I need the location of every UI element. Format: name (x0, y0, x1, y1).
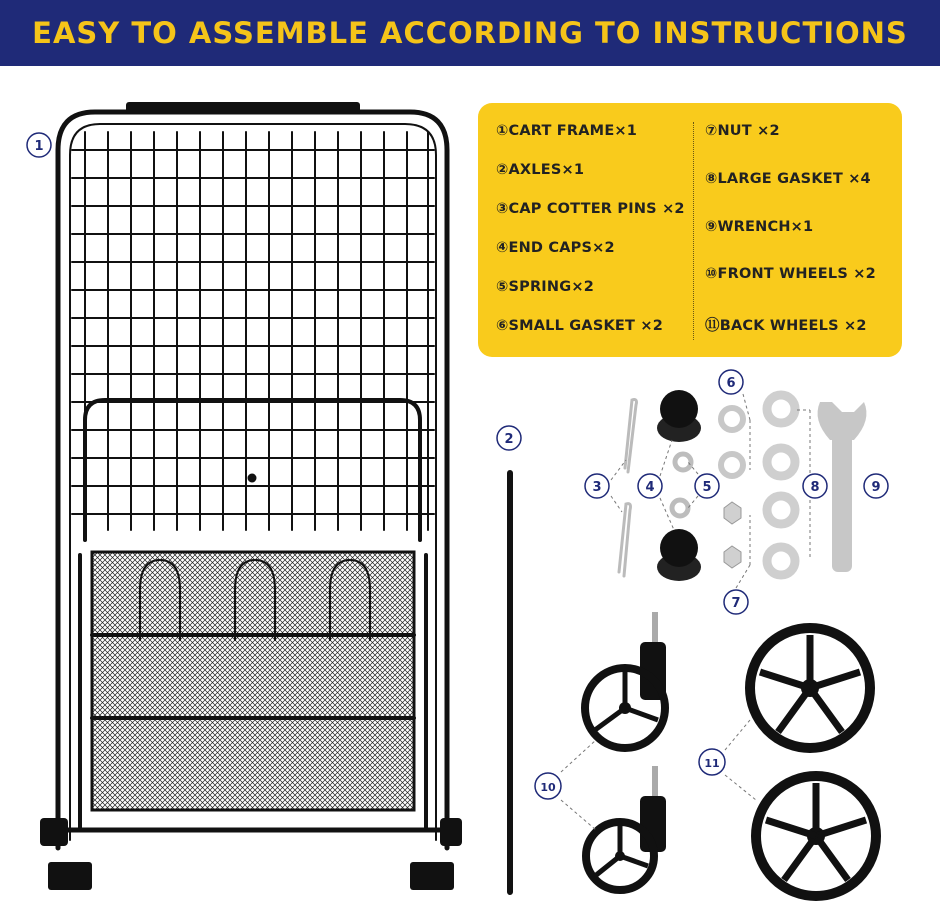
svg-text:7: 7 (731, 596, 741, 611)
banner-title: EASY TO ASSEMBLE ACCORDING TO INSTRUCTIONS (32, 16, 908, 50)
nuts (724, 502, 741, 568)
part-back-wheels: ⑪BACK WHEELS ×2 (705, 318, 867, 334)
part-end-caps: ④END CAPS×2 (496, 240, 615, 256)
springs (672, 454, 691, 516)
part-spring: ⑤SPRING×2 (496, 279, 594, 295)
svg-text:9: 9 (871, 480, 881, 495)
part-small-gasket: ⑥SMALL GASKET ×2 (496, 318, 663, 334)
part-large-gasket: ⑧LARGE GASKET ×4 (705, 171, 871, 187)
svg-text:4: 4 (645, 480, 655, 495)
front-wheels (585, 612, 666, 890)
cotter-pins (619, 400, 637, 576)
part-axles: ②AXLES×1 (496, 162, 585, 178)
callout-1 (27, 133, 51, 157)
small-gaskets (721, 408, 743, 476)
svg-text:5: 5 (702, 480, 712, 495)
svg-text:6: 6 (726, 376, 736, 391)
callout-2 (497, 426, 521, 450)
svg-text:3: 3 (592, 480, 602, 495)
large-gaskets (767, 395, 795, 575)
svg-text:1: 1 (34, 139, 44, 154)
callout-10 (535, 773, 561, 799)
callout-5 (695, 474, 719, 498)
callout-6 (719, 370, 743, 394)
callout-3 (585, 474, 609, 498)
part-cart-frame: ①CART FRAME×1 (496, 123, 638, 139)
callout-11 (699, 749, 725, 775)
svg-text:8: 8 (810, 480, 820, 495)
part-wrench: ⑨WRENCH×1 (705, 219, 814, 235)
callout-7 (724, 590, 748, 614)
axle-rod (507, 470, 513, 895)
cart-frame-image (40, 102, 462, 890)
leader-lines (561, 394, 810, 830)
callout-8 (803, 474, 827, 498)
part-cap-cotter-pins: ③CAP COTTER PINS ×2 (496, 201, 685, 217)
part-nut: ⑦NUT ×2 (705, 123, 780, 139)
callout-9 (864, 474, 888, 498)
callout-4 (638, 474, 662, 498)
svg-text:11: 11 (704, 757, 720, 770)
back-wheels (750, 628, 876, 896)
svg-text:10: 10 (540, 781, 556, 794)
part-front-wheels: ⑩FRONT WHEELS ×2 (705, 266, 876, 282)
svg-text:2: 2 (504, 432, 514, 447)
